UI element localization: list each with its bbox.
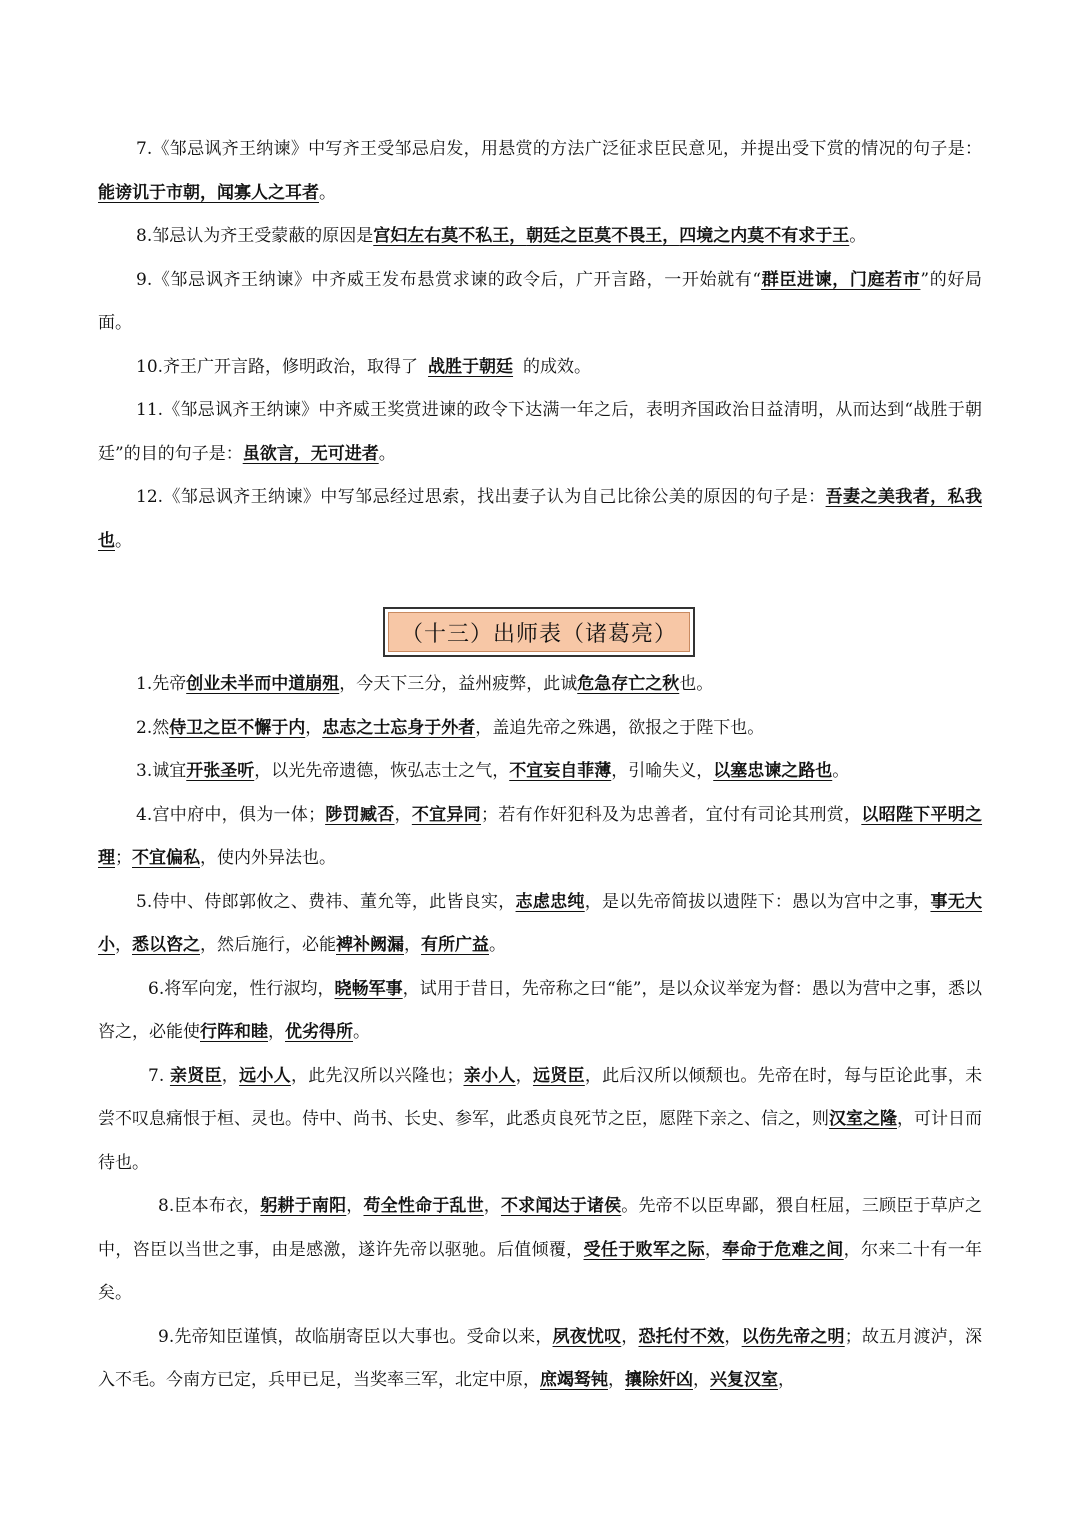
question-11: 11.《邹忌讽齐王纳谏》中齐威王奖赏进谏的政令下达满一年之后，表明齐国政治日益清明，从而达到“战胜于朝廷”的目的句子是：虽欲言，无可进者。 — [98, 400, 982, 464]
answer: 受任于败军之际 — [583, 1239, 705, 1260]
answer: 攘除奸凶 — [625, 1370, 693, 1390]
answer: 侍卫之臣不懈于内 — [169, 717, 306, 738]
question-10: 10.齐王广开言路，修明政治，取得了 战胜于朝廷 的成效。 — [136, 356, 592, 377]
answer: 夙夜忧叹 — [552, 1326, 622, 1347]
answer: 以昭陛下平明之理 — [98, 804, 983, 868]
answer: 有所广益 — [421, 935, 489, 955]
answer: 裨补阙漏 — [336, 935, 404, 955]
answer: 悉以咨之 — [132, 935, 200, 955]
answer: 吾妻之美我者，私我也 — [98, 487, 983, 551]
answer: 以伤先帝之明 — [741, 1326, 845, 1347]
answer: 优劣得所 — [285, 1022, 353, 1042]
section-title: （十三）出师表（诸葛亮） — [388, 612, 690, 652]
passage-1: 1.先帝创业未半而中道崩殂，今天下三分，益州疲弊，此诚危急存亡之秋也。 — [136, 674, 714, 694]
answer: 汉室之隆 — [829, 1109, 897, 1129]
question-8: 8.邹忌认为齐王受蒙蔽的原因是宫妇左右莫不私王，朝廷之臣莫不畏王，四境之内莫不有求于王。 — [136, 226, 867, 246]
passage-7: 7. 亲贤臣，远小人，此先汉所以兴隆也；亲小人，远贤臣，此后汉所以倾颓也。先帝在时，每与臣论此事，未尝不叹息痛恨于桓、灵也。侍中、尚书、长史、参军，此悉贞良死节之臣，愿陛下亲之、信之，则汉室之隆，可计日而待也。 — [98, 1065, 983, 1173]
answer: 志虑忠纯 — [515, 891, 585, 912]
section-chushibiao — [98, 663, 982, 1403]
passage-6: 6.将军向宠，性行淑均，晓畅军事，试用于昔日，先帝称之曰“能”，是以众议举宠为督：愚以为营中之事，悉以咨之，必能使行阵和睦，优劣得所。 — [98, 978, 983, 1042]
answer: 庶竭驽钝 — [540, 1370, 608, 1390]
answer: 恐托付不效 — [638, 1326, 725, 1347]
answer: 远贤臣 — [532, 1065, 585, 1086]
answer: 四境之内莫不有求于王 — [679, 226, 850, 246]
answer: 以塞忠谏之路也 — [713, 761, 833, 781]
answer: 不求闻达于诸侯 — [500, 1196, 622, 1216]
passage-3: 3.诚宜开张圣听，以光先帝遗德，恢弘志士之气，不宜妄自菲薄，引喻失义，以塞忠谏之路也。 — [136, 761, 850, 781]
answer: 朝廷之臣莫不畏王 — [526, 226, 663, 246]
answer: 躬耕于南阳 — [260, 1196, 347, 1216]
answer: 不宜异同 — [411, 804, 481, 825]
question-12: 12.《邹忌讽齐王纳谏》中写邹忌经过思索，找出妻子认为自己比徐公美的原因的句子是：吾妻之美我者，私我也。 — [98, 487, 983, 551]
answer: 宫妇左右莫不私王 — [373, 226, 510, 246]
passage-9: 9.先帝知臣谨慎，故临崩寄臣以大事也。受命以来，夙夜忧叹，恐托付不效，以伤先帝之明；故五月渡泸，深入不毛。今南方已定，兵甲已足，当奖率三军，北定中原，庶竭驽钝，攘除奸凶，兴复汉室， — [98, 1326, 983, 1390]
answer: 创业未半而中道崩殂 — [186, 674, 340, 694]
passage-8: 8.臣本布衣，躬耕于南阳，苟全性命于乱世，不求闻达于诸侯。先帝不以臣卑鄙，猥自枉屈，三顾臣于草庐之中，咨臣以当世之事，由是感激，遂许先帝以驱驰。后值倾覆，受任于败军之际，奉命于危难之间，尔来二十有一年矣。 — [98, 1196, 983, 1303]
answer: 亲小人 — [463, 1065, 516, 1086]
answer: 事无大小 — [98, 891, 983, 955]
answer: 群臣进谏，门庭若市 — [761, 269, 921, 290]
answer: 虽欲言，无可进者 — [242, 443, 379, 464]
answer: 开张圣听 — [186, 761, 255, 781]
passage-5: 5.侍中、侍郎郭攸之、费祎、董允等，此皆良实，志虑忠纯，是以先帝简拔以遗陛下：愚以为宫中之事，事无大小，悉以咨之，然后施行，必能裨补阙漏，有所广益。 — [98, 891, 983, 955]
answer: 能谤讥于市朝，闻寡人之耳者 — [98, 182, 319, 203]
answer: 亲贤臣 — [169, 1065, 222, 1086]
answer: 苟全性命于乱世 — [363, 1196, 484, 1216]
answer: 奉命于危难之间 — [722, 1239, 844, 1260]
passage-4: 4.宫中府中，俱为一体；陟罚臧否，不宜异同；若有作奸犯科及为忠善者，宜付有司论其刑赏，以昭陛下平明之理；不宜偏私，使内外异法也。 — [98, 804, 983, 868]
answer: 兴复汉室 — [710, 1370, 778, 1390]
answer: 陟罚臧否 — [325, 804, 395, 825]
passage-2: 2.然侍卫之臣不懈于内，忠志之士忘身于外者，盖追先帝之殊遇，欲报之于陛下也。 — [136, 717, 765, 738]
answer: 行阵和睦 — [200, 1022, 268, 1042]
answer: 不宜偏私 — [132, 848, 200, 868]
answer: 远小人 — [239, 1065, 291, 1086]
answer: 晓畅军事 — [334, 978, 403, 999]
section-title-box — [383, 607, 695, 657]
question-9: 9.《邹忌讽齐王纳谏》中齐威王发布悬赏求谏的政令后，广开言路，一开始就有“群臣进谏，门庭若市”的好局面。 — [98, 269, 982, 333]
answer: 不宜妄自菲薄 — [509, 761, 612, 781]
answer-blank: 战胜于朝廷 — [428, 356, 514, 377]
section-zouji-questions — [98, 128, 982, 563]
question-7: 7.《邹忌讽齐王纳谏》中写齐王受邹忌启发，用悬赏的方法广泛征求臣民意见，并提出受下赏的情况的句子是：能谤讥于市朝，闻寡人之耳者。 — [98, 139, 982, 203]
answer: 忠志之士忘身于外者 — [322, 717, 476, 738]
answer: 危急存亡之秋 — [577, 674, 680, 694]
